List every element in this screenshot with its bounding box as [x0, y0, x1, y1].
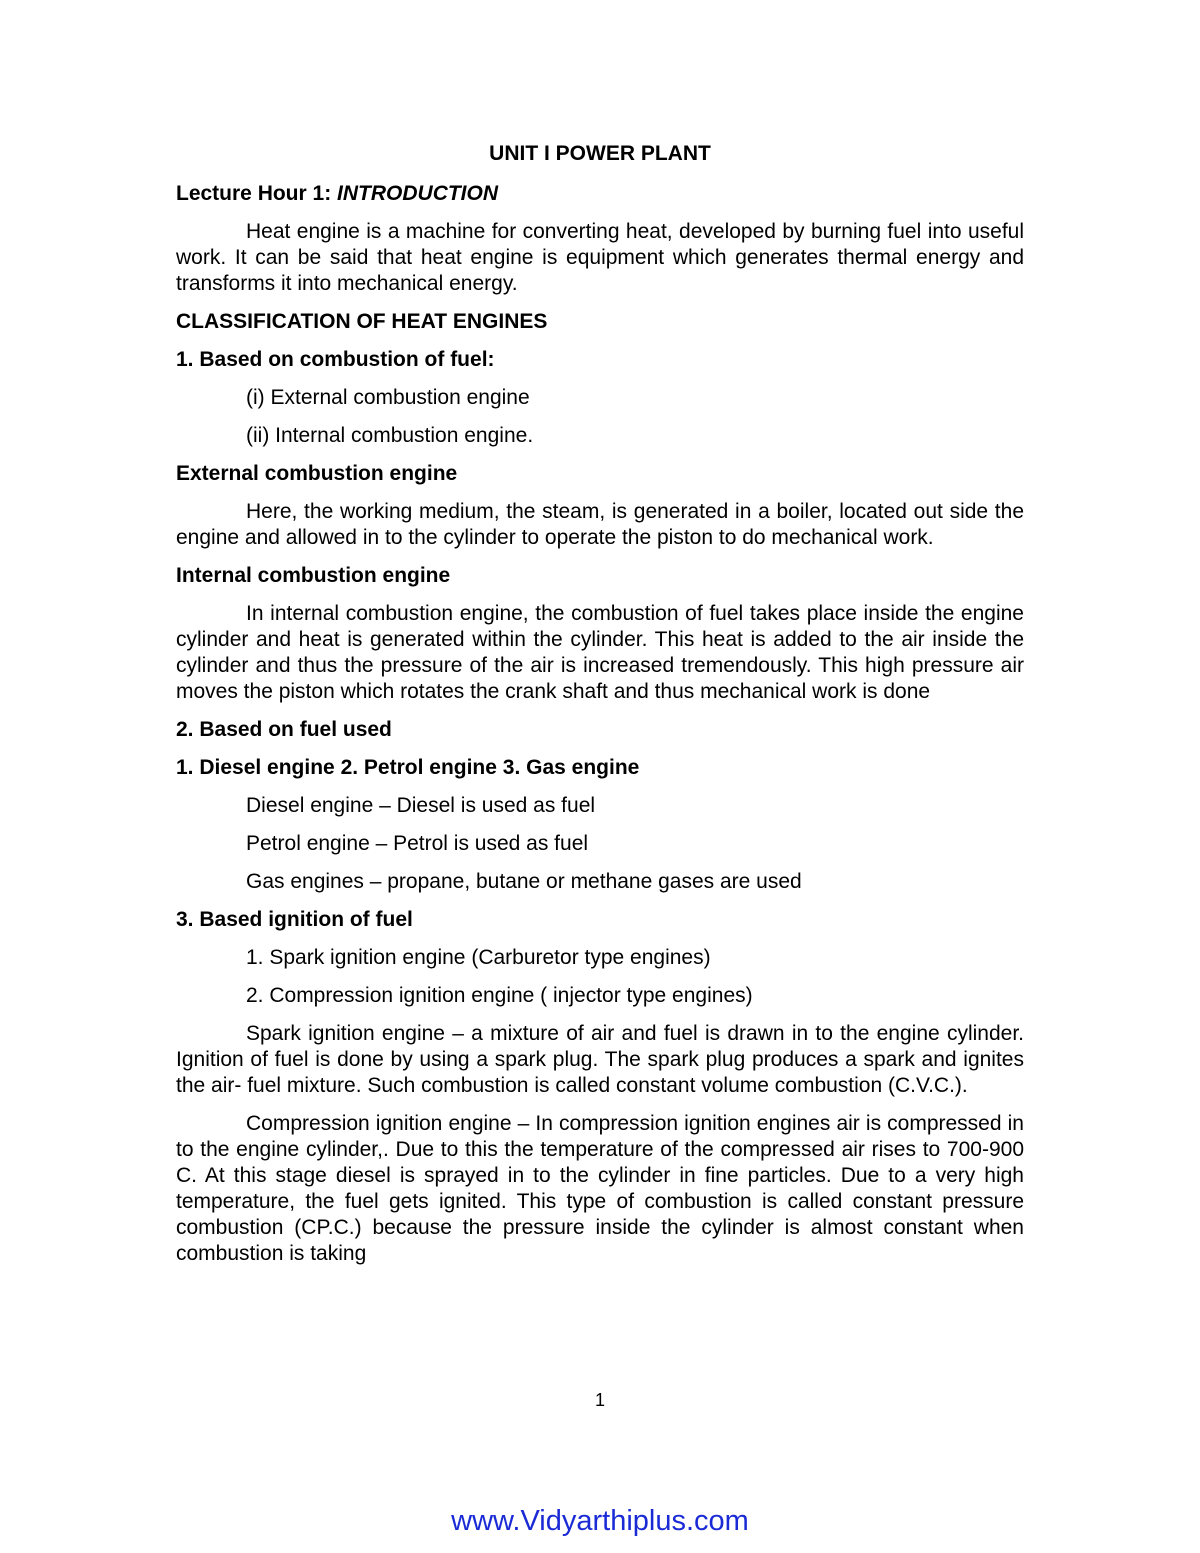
page-number: 1 [594, 1390, 605, 1410]
page-content [176, 141, 1024, 1279]
list-item: 1. Spark ignition engine (Carburetor type engines) [246, 946, 711, 969]
unit-title: UNIT I POWER PLANT [489, 142, 711, 165]
ignition-heading: 3. Based ignition of fuel [176, 908, 413, 931]
internal-heading: Internal combustion engine [176, 564, 451, 587]
spark-paragraph: Spark ignition engine – a mixture of air and fuel is drawn in to the engine cylinder. Ignition of fuel is done by using a spark plug. The spark plug produces a spark and ignites the air- fuel mixture. Such combustion is called constant volume combustion (C.V.C.). [176, 1022, 1024, 1097]
lecture-heading [176, 181, 1024, 207]
combustion-heading: 1. Based on combustion of fuel: [176, 348, 495, 371]
lecture-topic: INTRODUCTION [337, 182, 499, 205]
fuel-heading: 2. Based on fuel used [176, 718, 392, 741]
list-item: (ii) Internal combustion engine. [246, 424, 534, 447]
list-item: Gas engines – propane, butane or methane gases are used [246, 870, 802, 893]
list-item: 2. Compression ignition engine ( injector type engines) [246, 984, 753, 1007]
list-item: Petrol engine – Petrol is used as fuel [246, 832, 589, 855]
external-heading: External combustion engine [176, 462, 458, 485]
list-item: Diesel engine – Diesel is used as fuel [246, 794, 596, 817]
compression-paragraph: Compression ignition engine – In compression ignition engines air is compressed in to the engine cylinder,. Due to this the temperature of the compressed air rises to 700-900 C. At this stage diesel is sprayed in to the cylinder in fine particles. Due to a very high temperature, the fuel gets ignited. This type of combustion is called constant pressure combustion (CP.C.) because the pressure inside the cylinder is almost constant when combustion is taking [176, 1112, 1024, 1265]
intro-paragraph: Heat engine is a machine for converting heat, developed by burning fuel into useful work. It can be said that heat engine is equipment which generates thermal energy and transforms it into mechanical energy. [176, 220, 1024, 295]
external-paragraph: Here, the working medium, the steam, is generated in a boiler, located out side the engine and allowed in to the cylinder to operate the piston to do mechanical work. [176, 500, 1024, 549]
website-link[interactable]: www.Vidyarthiplus.com [451, 1505, 749, 1537]
classification-heading: CLASSIFICATION OF HEAT ENGINES [176, 310, 548, 333]
list-item: (i) External combustion engine [246, 386, 530, 409]
lecture-label: Lecture Hour 1: [176, 182, 338, 205]
fuel-subheading: 1. Diesel engine 2. Petrol engine 3. Gas engine [176, 756, 640, 779]
internal-paragraph: In internal combustion engine, the combustion of fuel takes place inside the engine cylinder and heat is generated within the cylinder. This heat is added to the air inside the cylinder and thus the pressure of the air is increased tremendously. This high pressure air moves the piston which rotates the crank shaft and thus mechanical work is done [176, 602, 1024, 703]
